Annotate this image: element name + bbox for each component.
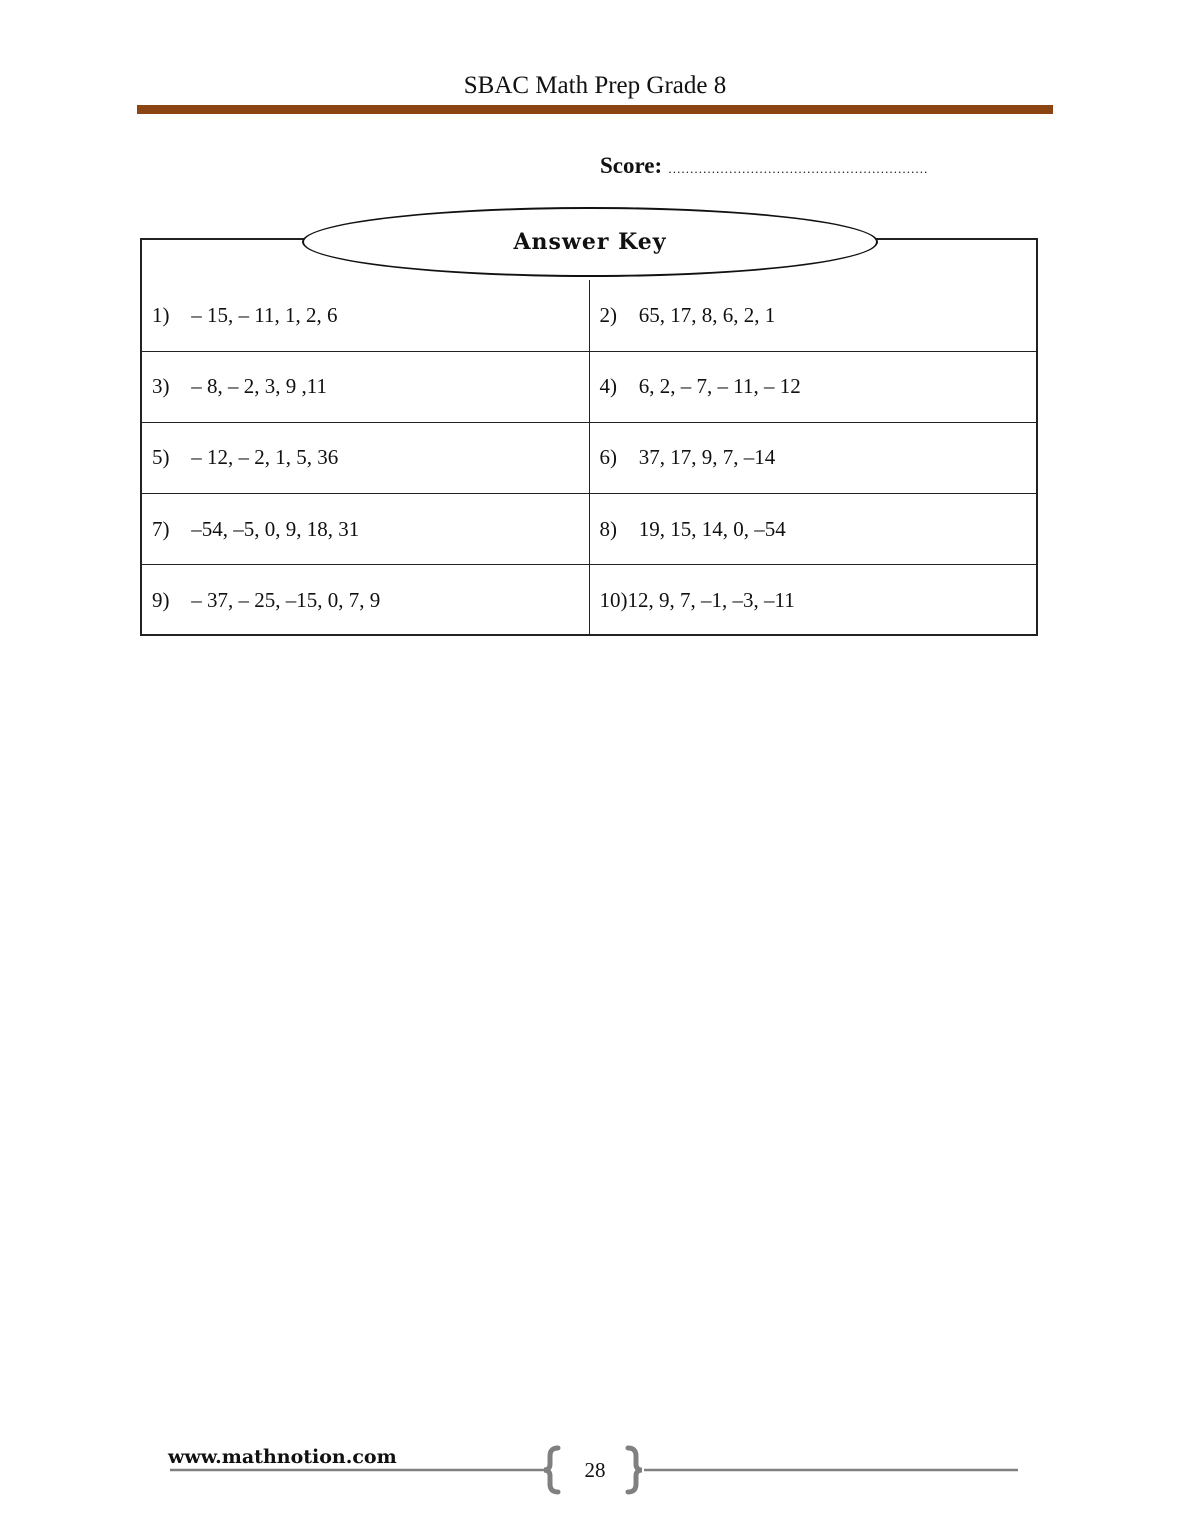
answer-key-oval: [302, 207, 878, 277]
score-label: Score:: [600, 153, 663, 178]
answer-number: 2): [599, 302, 617, 327]
table-row: [142, 280, 1036, 351]
answer-number: 6): [599, 445, 617, 470]
answer-cell: [142, 280, 589, 351]
table-row: [142, 494, 1036, 565]
answer-number: 1): [152, 302, 170, 327]
answer-value: 65, 17, 8, 6, 2, 1: [638, 302, 776, 327]
answer-cell: [589, 565, 1036, 636]
answer-key-title: Answer Key: [513, 229, 667, 255]
answer-cell: [142, 565, 589, 636]
page-number: 28: [584, 1458, 606, 1482]
answer-cell: [589, 280, 1036, 351]
header-rule-bar: [137, 105, 1053, 114]
answer-value: 37, 17, 9, 7, –14: [638, 445, 776, 470]
answer-value: – 8, – 2, 3, 9 ,11: [191, 374, 327, 399]
book-title: SBAC Math Prep Grade 8: [463, 72, 727, 99]
answer-value: – 12, – 2, 1, 5, 36: [191, 445, 339, 470]
answer-grid: [142, 280, 1036, 636]
answer-number: 3): [152, 374, 170, 399]
answer-number: 9): [152, 588, 170, 613]
answer-value: – 37, – 25, –15, 0, 7, 9: [191, 588, 381, 613]
answer-number: 7): [152, 516, 170, 541]
footer-bracket-left: [544, 1448, 558, 1492]
footer-bracket-right: [628, 1448, 642, 1492]
answer-value: 12, 9, 7, –1, –3, –11: [627, 588, 795, 613]
answer-number: 10): [599, 588, 628, 613]
answer-cell: [142, 422, 589, 493]
answer-number: 4): [599, 374, 617, 399]
answer-key-table: [140, 238, 1038, 636]
table-row: [142, 422, 1036, 493]
answer-value: – 15, – 11, 1, 2, 6: [191, 302, 338, 327]
table-row: [142, 565, 1036, 636]
answer-cell: [589, 422, 1036, 493]
header-rule: [137, 105, 1053, 114]
answer-cell: [142, 494, 589, 565]
answer-cell: [142, 351, 589, 422]
answer-value: –54, –5, 0, 9, 18, 31: [191, 516, 360, 541]
table-row: [142, 351, 1036, 422]
answer-value: 6, 2, – 7, – 11, – 12: [638, 374, 801, 399]
answer-cell: [589, 351, 1036, 422]
score-field: [600, 153, 928, 179]
footer-url: www.mathnotion.com: [168, 1446, 397, 1468]
answer-cell: [589, 494, 1036, 565]
answer-value: 19, 15, 14, 0, –54: [638, 516, 786, 541]
answer-number: 5): [152, 445, 170, 470]
score-blank: ……………………………………………………: [667, 161, 928, 176]
answer-number: 8): [599, 516, 617, 541]
